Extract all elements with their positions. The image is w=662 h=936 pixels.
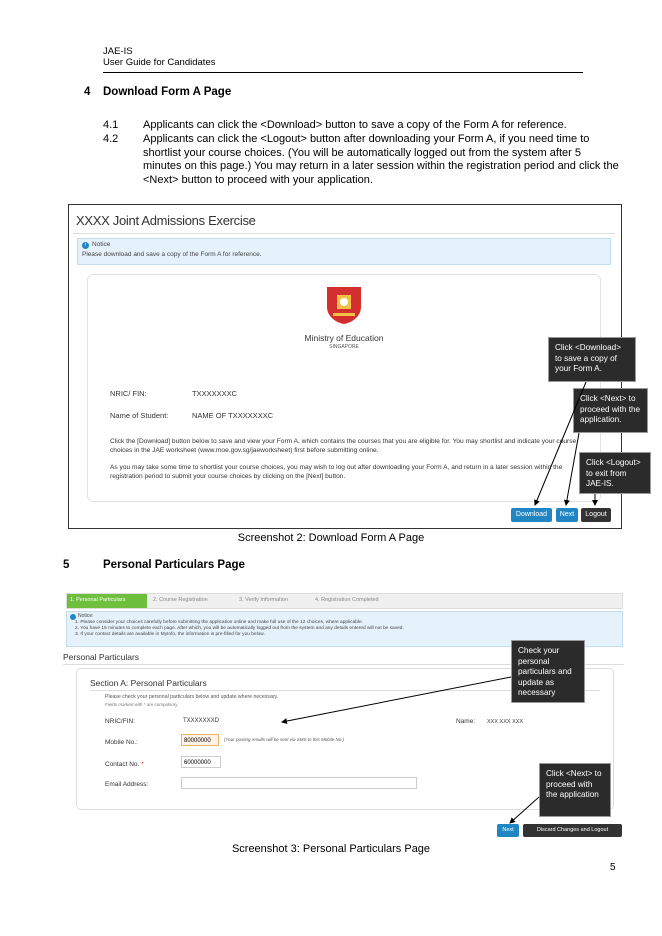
section4-number: 4: [84, 86, 91, 98]
download-instruction: Click the [Download] button below to save and view your Form A, which contains the courses that you are eligible for. You may shortlist and indicate your course choices in the JAE worksheet (www.moe.gov.sg/jaeworksheet) first before submitting online.: [110, 438, 577, 454]
step-2: 2. Course Registration: [153, 597, 208, 603]
arrow-to-nric: [282, 677, 511, 722]
arrow-to-next-3: [510, 797, 539, 823]
nric-value: TXXXXXXXC: [192, 389, 238, 398]
discard-logout-button[interactable]: Discard Changes and Logout: [523, 824, 622, 837]
section5-number: 5: [63, 559, 70, 571]
item-4-2-number: 4.2: [103, 133, 119, 145]
item-4-1-text: Applicants can click the <Download> button to save a copy of the Form A for reference.: [143, 119, 567, 131]
next-button[interactable]: Next: [556, 508, 578, 522]
logout-instruction: As you may take some time to shortlist your course choices, you may wish to log out after downloading your Form A, and return in a later session within the registration period to submit your course choices by clicking on the [Next] button.: [110, 464, 563, 480]
section4-title: Download Form A Page: [103, 86, 232, 98]
country-name: SINGAPORE: [329, 344, 359, 350]
header-line1: JAE-IS: [103, 46, 133, 57]
callout-next: Click <Next> to proceed with the application.: [573, 388, 648, 433]
section-a-title: Section A: Personal Particulars: [90, 678, 207, 688]
screenshot-2-arrows: [69, 205, 621, 528]
step-4: 4. Registration Completed: [315, 597, 379, 603]
student-name-value: NAME OF TXXXXXXXC: [192, 411, 274, 420]
item-4-1-number: 4.1: [103, 119, 119, 131]
screenshot-3: [63, 589, 624, 839]
notice-line-3: 3. If your contact details are available in MyInfo, the information is pre-filled for you below.: [75, 632, 265, 637]
callout-logout: Click <Logout> to exit from JAE-IS.: [579, 452, 651, 494]
instruction-2: Fields marked with * are compulsory.: [105, 702, 179, 707]
doc-header: [103, 46, 215, 68]
callout-next-3: Click <Next> to proceed with the application: [539, 763, 611, 817]
notice-text: Please download and save a copy of the Form A for reference.: [82, 251, 262, 258]
caption-2: Screenshot 2: Download Form A Page: [237, 532, 425, 544]
screenshot-2: [68, 204, 641, 529]
contact-label-text: Contact No.: [105, 761, 140, 768]
page-title: Personal Particulars: [63, 652, 140, 662]
step-3: 3. Verify Information: [239, 597, 288, 603]
callout-check: Check your personal particulars and update as necessary: [511, 640, 585, 703]
header-rule: [103, 72, 583, 73]
instruction-1: Please check your personal particulars below and update where necessary.: [105, 694, 279, 700]
download-button[interactable]: Download: [511, 508, 552, 522]
notice-line-2: 2. You have 15 minutes to complete each page. After which, you will be automatically logged out from the system and any details entered will not be saved.: [75, 626, 404, 631]
notice-title-3: Notice:: [78, 613, 94, 619]
item-4-2-text: Applicants can click the <Logout> button after downloading your Form A, if you need time to shortlist your course choices. (You will be automatically logged out from the system after 5 minutes on this page.) You may return in a later session within the registration period and click the <Next> button to proceed with your application.: [143, 133, 619, 186]
contact-input[interactable]: 60000000: [181, 756, 221, 768]
info-icon: i: [82, 242, 89, 249]
mobile-label: Mobile No.:: [105, 739, 138, 746]
nric-label: NRIC/ FIN:: [110, 389, 147, 398]
nric-label-3: NRIC/FIN:: [105, 718, 135, 725]
ministry-name: Ministry of Education: [304, 333, 384, 343]
arrow-to-next: [566, 433, 579, 505]
header-line2: User Guide for Candidates: [103, 57, 216, 68]
email-label: Email Address:: [105, 781, 149, 788]
notice-line-1: 1. Please consider your choices carefully before submitting the application online and make full use of the 12 choices, where applicable.: [75, 620, 363, 625]
mobile-note: (Your posting results will be sent via SMS to this Mobile No.): [224, 737, 345, 742]
callout-download: Click <Download> to save a copy of your Form A.: [548, 337, 636, 382]
app-title: XXXX Joint Admissions Exercise: [76, 213, 256, 228]
name-value-3: XXX XXX XXX: [487, 719, 524, 725]
notice-title: Notice: [92, 241, 111, 248]
caption-3: Screenshot 3: Personal Particulars Page: [231, 843, 431, 855]
arrow-to-download: [535, 382, 586, 505]
logout-button[interactable]: Logout: [581, 508, 611, 522]
required-star: *: [141, 761, 144, 768]
next-button-3[interactable]: Next: [497, 824, 519, 837]
page-number: 5: [610, 862, 616, 873]
step-1: 1. Personal Particulars: [67, 594, 147, 608]
section5-title: Personal Particulars Page: [103, 559, 245, 571]
screenshot-3-arrows: [63, 589, 624, 839]
mobile-input[interactable]: 80000000: [181, 734, 219, 746]
name-label-3: Name:: [456, 718, 476, 725]
nric-value-3: TXXXXXXXD: [183, 718, 220, 724]
student-name-label: Name of Student:: [110, 411, 169, 420]
